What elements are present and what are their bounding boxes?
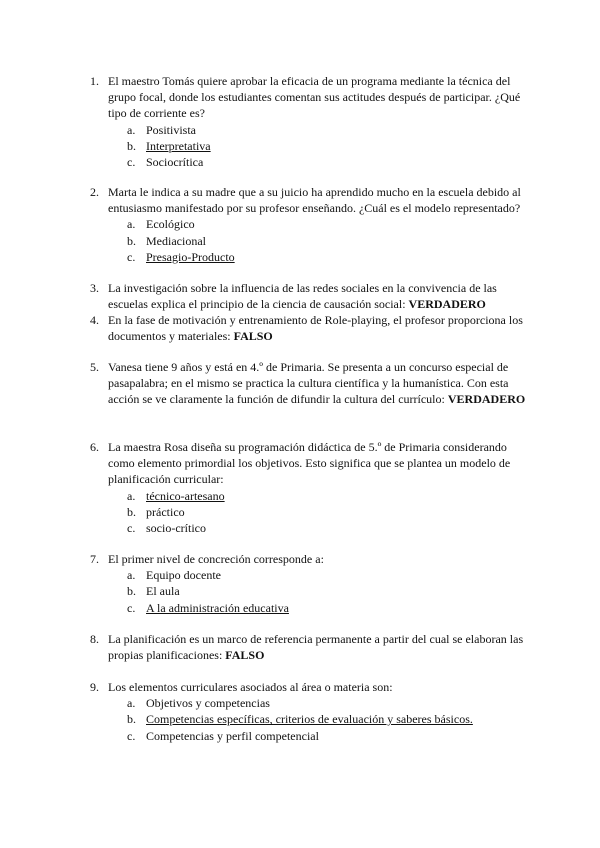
option-b	[127, 138, 530, 154]
option-b	[127, 583, 530, 599]
option-letter: a.	[127, 568, 136, 583]
question-1	[90, 73, 530, 170]
option-c	[127, 249, 530, 265]
question-number: 2.	[90, 185, 99, 199]
option-letter: c.	[127, 521, 136, 536]
question-text	[108, 280, 530, 312]
question-7	[90, 551, 530, 616]
answer-label: FALSO	[225, 648, 265, 663]
question-3	[90, 280, 530, 312]
option-b	[127, 504, 530, 520]
option-a	[127, 695, 530, 711]
option-b	[127, 711, 530, 727]
option-letter: c.	[127, 249, 136, 264]
question-number: 9.	[90, 680, 99, 694]
option-letter: c.	[127, 728, 136, 743]
option-text: Sociocrítica	[146, 155, 204, 170]
question-text: El maestro Tomás quiere aprobar la eficacia de un programa mediante la técnica del grupo focal, donde los estudiantes comentan sus actitudes después de participar. ¿Qué tipo de corriente es?	[108, 74, 521, 121]
option-a	[127, 216, 530, 232]
question-number: 4.	[90, 313, 99, 327]
option-text: práctico	[146, 504, 185, 519]
option-letter: b.	[127, 138, 136, 153]
option-text-correct: Competencias específicas, criterios de evaluación y saberes básicos.	[146, 712, 473, 727]
question-text: Marta le indica a su madre que a su juicio ha aprendido mucho en la escuela debido al entusiasmo manifestado por su profesor enseñando. ¿Cuál es el modelo representado?	[108, 185, 521, 216]
question-text: El primer nivel de concreción corresponde a:	[108, 552, 324, 566]
option-list	[127, 122, 530, 171]
question-9	[90, 679, 530, 744]
question-text: Los elementos curriculares asociados al área o materia son:	[108, 680, 393, 694]
question-number: 8.	[90, 632, 99, 646]
option-letter: a.	[127, 696, 136, 711]
option-letter: b.	[127, 584, 136, 599]
option-text: Competencias y perfil competencial	[146, 728, 319, 743]
option-letter: c.	[127, 600, 136, 615]
option-text-correct: técnico-artesano	[146, 488, 225, 503]
question-body: La planificación es un marco de referencia permanente a partir del cual se elaboran las propias planificaciones:	[108, 632, 524, 663]
option-text-correct: Presagio-Producto	[146, 249, 235, 264]
question-body: En la fase de motivación y entrenamiento de Role-playing, el profesor proporciona los documentos y materiales:	[108, 313, 523, 344]
question-number: 6.	[90, 440, 99, 454]
question-text: La maestra Rosa diseña su programación didáctica de 5.º de Primaria considerando como elemento primordial los objetivos. Esto significa que se plantea un modelo de planificación curricular:	[108, 440, 511, 487]
question-5	[90, 359, 530, 408]
option-text: Equipo docente	[146, 568, 221, 583]
question-8	[90, 631, 530, 663]
question-body: Vanesa tiene 9 años y está en 4.º de Primaria. Se presenta a un concurso especial de pasapalabra; en el mismo se practica la cultura científica y la humanística. Con esta acción se ve claramente la función de difundir la cultura del currículo:	[108, 360, 509, 407]
question-text	[108, 359, 530, 408]
option-text: El aula	[146, 584, 180, 599]
question-2	[90, 184, 530, 265]
option-b	[127, 233, 530, 249]
option-letter: b.	[127, 712, 136, 727]
question-text	[108, 631, 530, 663]
question-6	[90, 439, 530, 536]
option-list	[127, 567, 530, 616]
option-text: Mediacional	[146, 233, 206, 248]
option-a	[127, 567, 530, 583]
answer-label: VERDADERO	[447, 392, 526, 407]
option-letter: a.	[127, 122, 136, 137]
option-a	[127, 488, 530, 504]
option-c	[127, 154, 530, 170]
option-text: Positivista	[146, 122, 197, 137]
question-4	[90, 312, 530, 344]
question-text	[108, 312, 530, 344]
answer-label: VERDADERO	[408, 297, 486, 312]
option-c	[127, 600, 530, 616]
option-letter: c.	[127, 155, 136, 170]
option-text: Objetivos y competencias	[146, 696, 270, 711]
option-text-correct: Interpretativa	[146, 138, 211, 153]
option-list	[127, 488, 530, 537]
option-letter: a.	[127, 217, 136, 232]
question-number: 5.	[90, 360, 99, 374]
option-c	[127, 728, 530, 744]
option-c	[127, 520, 530, 536]
option-letter: b.	[127, 233, 136, 248]
option-letter: b.	[127, 504, 136, 519]
question-number: 3.	[90, 281, 99, 295]
question-number: 1.	[90, 74, 99, 88]
option-text: socio-crítico	[146, 521, 206, 536]
option-a	[127, 122, 530, 138]
option-text-correct: A la administración educativa	[146, 600, 289, 615]
option-list	[127, 695, 530, 744]
question-number: 7.	[90, 552, 99, 566]
option-list	[127, 216, 530, 265]
question-body: La investigación sobre la influencia de las redes sociales en la convivencia de las escuelas explica el principio de la ciencia de causación social:	[108, 281, 497, 312]
answer-label: FALSO	[233, 329, 273, 344]
option-letter: a.	[127, 488, 136, 503]
option-text: Ecológico	[146, 217, 195, 232]
